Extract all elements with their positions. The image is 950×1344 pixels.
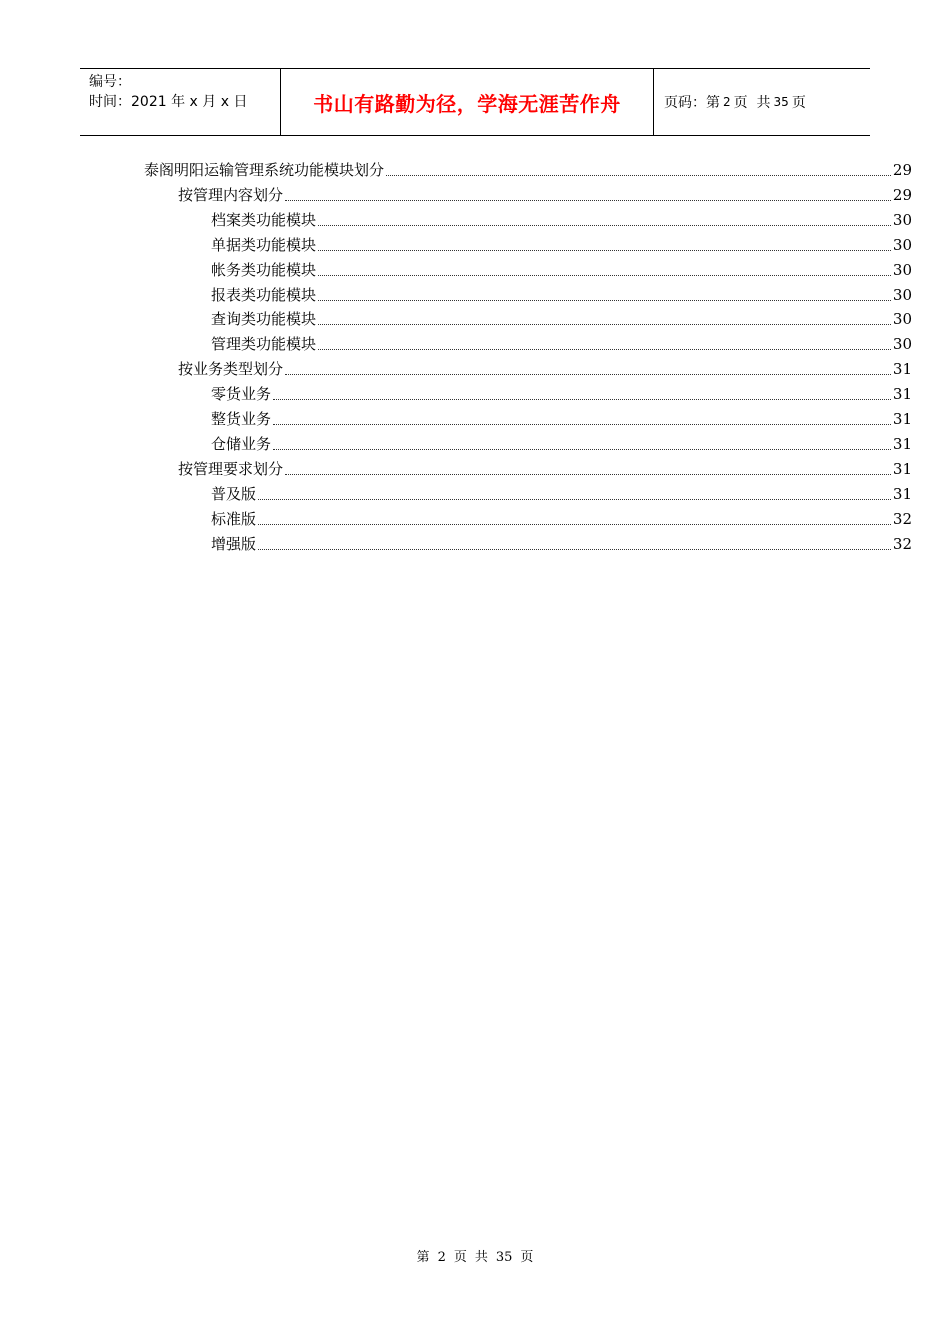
toc-entry-page-number: 30 <box>892 285 912 304</box>
toc-entry-page-number: 30 <box>892 235 912 254</box>
toc-dot-leader <box>318 349 891 350</box>
toc-entry-label: 单据类功能模块 <box>211 235 317 254</box>
page-footer <box>0 1246 950 1265</box>
toc-entry[interactable] <box>211 532 912 557</box>
toc-entry-label: 仓储业务 <box>211 434 272 453</box>
toc-entry-page-number: 29 <box>892 185 912 204</box>
toc-entry-label: 按业务类型划分 <box>178 360 284 379</box>
toc-entry-page-number: 30 <box>892 310 912 329</box>
footer-suffix: 页 <box>520 1250 534 1265</box>
toc-entry-page-number: 30 <box>892 260 912 279</box>
toc-dot-leader <box>318 250 891 251</box>
toc-entry[interactable] <box>178 457 912 482</box>
toc-entry-page-number: 29 <box>892 161 912 179</box>
toc-entry-label: 按管理内容划分 <box>178 185 284 204</box>
toc-dot-leader <box>318 225 891 226</box>
toc-entry-label: 泰阁明阳运输管理系统功能模块划分 <box>144 161 385 179</box>
toc-entry-label: 增强版 <box>211 534 257 553</box>
toc-entry[interactable] <box>211 432 912 457</box>
toc-entry[interactable] <box>211 208 912 233</box>
document-time-label: 时间：2021 年 x 月 x 日 <box>89 94 248 110</box>
header-page-suffix: 页 <box>791 95 806 111</box>
toc-entry-page-number: 31 <box>892 410 912 428</box>
toc-entry-page-number: 30 <box>892 335 912 354</box>
document-number-label: 编号： <box>89 74 131 90</box>
toc-entry[interactable] <box>211 307 912 332</box>
toc-entry[interactable] <box>211 233 912 258</box>
page-header <box>80 68 870 136</box>
toc-entry-page-number: 31 <box>892 459 912 478</box>
toc-entry[interactable] <box>211 283 912 308</box>
toc-entry-page-number: 31 <box>892 484 912 503</box>
toc-dot-leader <box>258 549 891 550</box>
toc-entry[interactable] <box>211 407 912 432</box>
toc-entry[interactable] <box>178 357 912 382</box>
toc-dot-leader <box>258 499 891 500</box>
toc-dot-leader <box>285 474 891 475</box>
toc-entry-label: 零货业务 <box>211 385 272 404</box>
header-page-prefix: 页码：第 <box>664 95 720 111</box>
toc-entry-label: 标准版 <box>211 509 257 528</box>
toc-dot-leader <box>273 424 891 425</box>
footer-total-prefix: 共 <box>474 1250 488 1265</box>
toc-dot-leader <box>318 300 891 301</box>
toc-entry[interactable] <box>211 258 912 283</box>
toc-dot-leader <box>318 275 891 276</box>
toc-entry-page-number: 30 <box>892 210 912 229</box>
footer-mid: 页 <box>453 1250 467 1265</box>
toc-entry-label: 查询类功能模块 <box>211 310 317 329</box>
toc-entry-page-number: 31 <box>892 360 912 379</box>
toc-entry[interactable] <box>211 382 912 407</box>
toc-entry[interactable] <box>211 507 912 532</box>
toc-entry-page-number: 32 <box>892 509 912 528</box>
toc-dot-leader <box>386 175 891 176</box>
toc-entry-label: 管理类功能模块 <box>211 335 317 354</box>
header-page-mid: 页 共 <box>733 95 771 111</box>
toc-entry-label: 报表类功能模块 <box>211 285 317 304</box>
toc-dot-leader <box>285 200 891 201</box>
toc-entry[interactable] <box>178 183 912 208</box>
header-motto: 书山有路勤为径，学海无涯苦作舟 <box>281 69 654 135</box>
header-meta <box>80 69 281 135</box>
toc-entry-page-number: 31 <box>892 434 912 453</box>
header-page-current: 2 <box>723 95 731 109</box>
toc-dot-leader <box>318 324 891 325</box>
header-page-total: 35 <box>773 95 789 109</box>
toc-entry[interactable] <box>211 482 912 507</box>
footer-total-pages: 35 <box>495 1250 513 1265</box>
toc-entry-page-number: 31 <box>892 385 912 404</box>
header-page-info <box>654 69 870 135</box>
toc-entry-label: 帐务类功能模块 <box>211 260 317 279</box>
footer-prefix: 第 <box>416 1250 430 1265</box>
toc-entry[interactable] <box>144 158 912 183</box>
toc-entry-label: 整货业务 <box>211 410 272 428</box>
toc-entry-label: 档案类功能模块 <box>211 210 317 229</box>
toc-entry-label: 普及版 <box>211 484 257 503</box>
toc-entry[interactable] <box>211 332 912 357</box>
toc-dot-leader <box>258 524 891 525</box>
toc-dot-leader <box>285 374 891 375</box>
toc-dot-leader <box>273 449 891 450</box>
toc-entry-label: 按管理要求划分 <box>178 459 284 478</box>
toc-dot-leader <box>273 399 891 400</box>
footer-current-page: 2 <box>437 1250 446 1265</box>
toc-entry-page-number: 32 <box>892 534 912 553</box>
